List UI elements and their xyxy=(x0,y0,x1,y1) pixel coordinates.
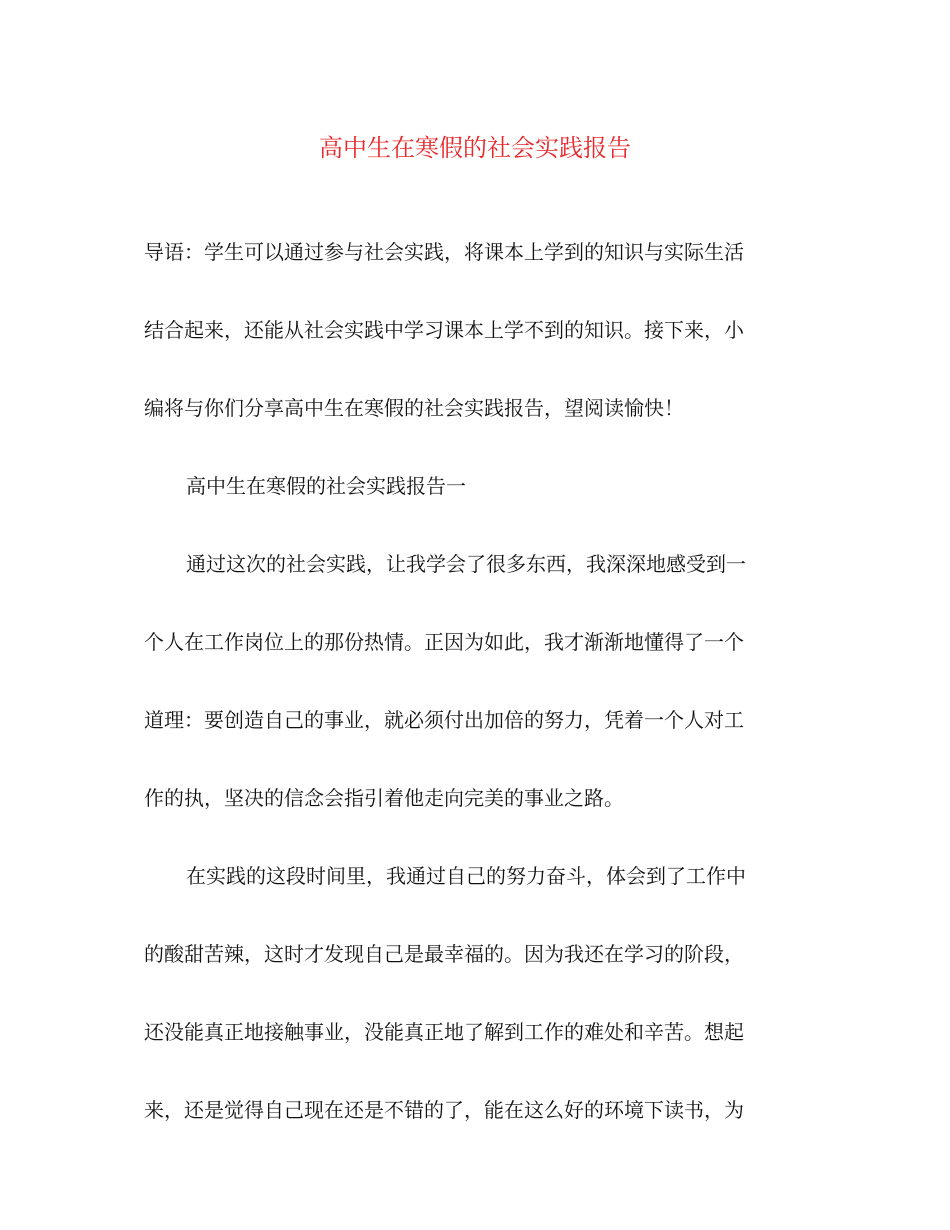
text-line: 还没能真正地接触事业，没能真正地了解到工作的难处和辛苦。想起 xyxy=(144,1020,744,1044)
text-line: 通过这次的社会实践，让我学会了很多东西，我深深地感受到一 xyxy=(186,552,746,576)
text-line: 在实践的这段时间里，我通过自己的努力奋斗，体会到了工作中 xyxy=(186,864,746,888)
text-line: 道理：要创造自己的事业，就必须付出加倍的努力，凭着一个人对工 xyxy=(144,708,744,732)
text-line: 作的执，坚决的信念会指引着他走向完美的事业之路。 xyxy=(144,786,624,810)
text-line: 导语：学生可以通过参与社会实践，将课本上学到的知识与实际生活 xyxy=(144,240,744,264)
text-line: 的酸甜苦辣，这时才发现自己是最幸福的。因为我还在学习的阶段， xyxy=(144,942,744,966)
document-title: 高中生在寒假的社会实践报告 xyxy=(319,134,631,162)
section-heading: 高中生在寒假的社会实践报告一 xyxy=(186,474,466,498)
document-body xyxy=(144,226,800,1136)
text-line: 来，还是觉得自己现在还是不错的了，能在这么好的环境下读书，为 xyxy=(144,1098,744,1122)
text-line: 结合起来，还能从社会实践中学习课本上学不到的知识。接下来，小 xyxy=(144,318,744,342)
text-line: 个人在工作岗位上的那份热情。正因为如此，我才渐渐地懂得了一个 xyxy=(144,630,744,654)
text-line: 编将与你们分享高中生在寒假的社会实践报告，望阅读愉快！ xyxy=(144,396,684,420)
